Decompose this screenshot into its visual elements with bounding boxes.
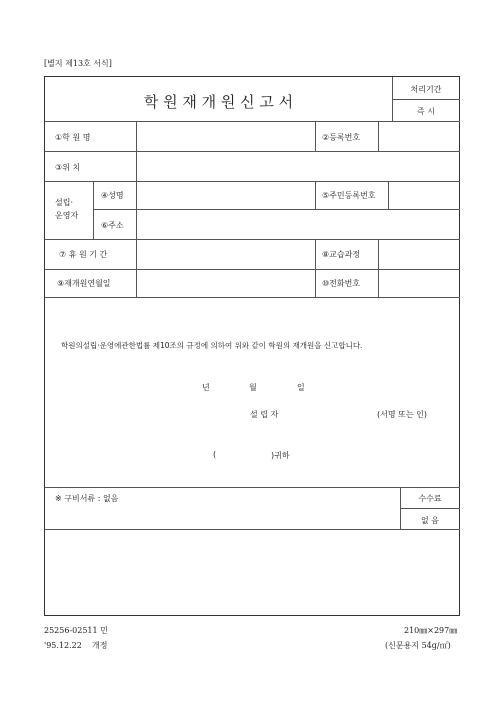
signature-note: (서명 또는 인)	[377, 410, 427, 419]
location-label: ③위 치	[55, 163, 81, 172]
row-line-6	[45, 269, 460, 270]
revision-date: '95.12.22	[44, 641, 82, 650]
fee-label: 수수료	[418, 494, 442, 503]
signer-label: 설 립 자	[250, 410, 279, 419]
closure-period-label: ⑦ 휴 원 기 간	[59, 250, 108, 259]
col-line-g	[388, 181, 389, 209]
phone-label: ⑩전화번호	[322, 279, 361, 288]
academy-name-label: ①학 원 명	[55, 133, 91, 142]
founder-label-1: 설립·	[55, 198, 73, 207]
processing-period-value: 즉 시	[417, 107, 435, 116]
form-number-tag: [별지 제13호 서식]	[44, 59, 112, 68]
row-line-4	[93, 209, 460, 210]
recipient-open: (	[213, 450, 217, 459]
resident-no-label: ⑤주민등록번호	[322, 191, 376, 200]
attachments-note: ※ 구비서류 : 없음	[55, 494, 119, 503]
col-line-h	[315, 239, 316, 297]
col-line-b	[93, 181, 94, 239]
name-label: ④성명	[101, 191, 124, 200]
row-line-8	[45, 487, 460, 488]
row-line-9	[45, 529, 460, 530]
address-label: ⑥주소	[101, 221, 124, 230]
fee-value: 없 음	[421, 516, 439, 525]
date-month: 월	[249, 383, 257, 392]
teaching-subject-label: ⑧교습과정	[322, 250, 361, 259]
form-code: 25256-02511 민	[44, 626, 108, 635]
col-line-c	[136, 181, 137, 297]
revision-label: 개정	[92, 641, 108, 650]
col-line-i	[378, 239, 379, 297]
date-year: 년	[202, 383, 210, 392]
processing-period-label: 처리기간	[410, 85, 442, 94]
form-title: 학 원 재 개 원 신 고 서	[143, 93, 294, 111]
paper-size: 210㎜×297㎜	[404, 626, 458, 635]
recipient-suffix: )귀하	[271, 451, 290, 460]
col-line-f	[315, 181, 316, 209]
reopen-date-label: ⑨재개원연월일	[57, 279, 111, 288]
declaration-text: 학원의설립·운영에관한법률 제10조의 규정에 의하여 위와 같이 학원의 재개원을 신고합니다.	[61, 341, 363, 350]
report-form	[44, 76, 460, 616]
date-day: 일	[297, 383, 305, 392]
row-line-1	[45, 121, 460, 122]
row-line-2	[45, 151, 460, 152]
col-line-a	[136, 121, 137, 181]
row-line-5	[45, 239, 460, 240]
founder-label-2: 운영자	[55, 211, 79, 220]
row-line-7	[45, 297, 460, 298]
fee-divider	[400, 508, 460, 509]
paper-spec: (신문용지 54g/㎡)	[385, 641, 451, 650]
col-line-e	[378, 121, 379, 151]
processing-divider	[392, 99, 460, 100]
col-line-d	[315, 121, 316, 151]
row-line-3	[45, 181, 460, 182]
registration-no-label: ②등록번호	[322, 133, 361, 142]
